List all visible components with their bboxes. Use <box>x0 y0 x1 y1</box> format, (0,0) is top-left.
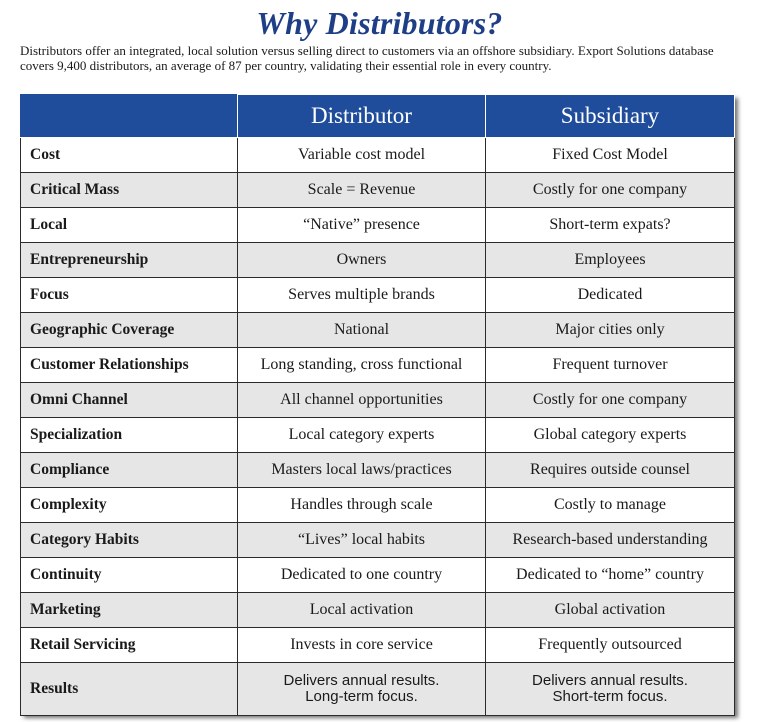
subsidiary-cell: Frequently outsourced <box>486 628 735 663</box>
distributor-results-line1: Delivers annual results. <box>283 672 440 689</box>
distributor-cell: Masters local laws/practices <box>238 453 486 488</box>
distributor-cell: Long standing, cross functional <box>238 348 486 383</box>
table-row <box>21 593 735 628</box>
header-subsidiary: Subsidiary <box>486 95 735 138</box>
row-label: Focus <box>21 278 238 313</box>
table-row <box>21 313 735 348</box>
row-label: Retail Servicing <box>21 628 238 663</box>
subsidiary-cell: Major cities only <box>486 313 735 348</box>
row-label: Category Habits <box>21 523 238 558</box>
row-label: Specialization <box>21 418 238 453</box>
subsidiary-cell: Dedicated <box>486 278 735 313</box>
row-label: Entrepreneurship <box>21 243 238 278</box>
table-row <box>21 278 735 313</box>
subsidiary-cell: Research-based understanding <box>486 523 735 558</box>
distributor-cell: Dedicated to one country <box>238 558 486 593</box>
row-label: Customer Relationships <box>21 348 238 383</box>
subsidiary-cell: Short-term expats? <box>486 208 735 243</box>
distributor-cell: Invests in core service <box>238 628 486 663</box>
subsidiary-cell: Costly for one company <box>486 383 735 418</box>
distributor-cell: Local category experts <box>238 418 486 453</box>
row-label: Results <box>21 663 238 716</box>
subsidiary-cell: Requires outside counsel <box>486 453 735 488</box>
table-row <box>21 243 735 278</box>
table-row-results <box>21 663 735 716</box>
row-label: Continuity <box>21 558 238 593</box>
header-distributor: Distributor <box>238 95 486 138</box>
table-row <box>21 453 735 488</box>
row-label: Cost <box>21 138 238 173</box>
row-label: Marketing <box>21 593 238 628</box>
distributor-cell: Handles through scale <box>238 488 486 523</box>
subsidiary-cell: Employees <box>486 243 735 278</box>
table-row <box>21 138 735 173</box>
table-row <box>21 418 735 453</box>
subsidiary-cell: Frequent turnover <box>486 348 735 383</box>
row-label: Geographic Coverage <box>21 313 238 348</box>
page-title: Why Distributors? <box>256 5 503 41</box>
comparison-table <box>20 94 735 716</box>
distributor-cell: “Lives” local habits <box>238 523 486 558</box>
distributor-cell: Variable cost model <box>238 138 486 173</box>
distributor-cell: Scale = Revenue <box>238 173 486 208</box>
subsidiary-cell: Global activation <box>486 593 735 628</box>
subsidiary-results-line1: Delivers annual results. <box>532 672 688 689</box>
comparison-table-container <box>20 94 734 714</box>
row-label: Critical Mass <box>21 173 238 208</box>
subsidiary-cell: Costly to manage <box>486 488 735 523</box>
intro-paragraph: Distributors offer an integrated, local solution versus selling direct to customers via an offshore subsidiary. Export Solutions database covers 9,400 distributors, an average of 87 per country, validating their essential role in every country. <box>20 43 714 73</box>
subsidiary-cell: Costly for one company <box>486 173 735 208</box>
row-label: Omni Channel <box>21 383 238 418</box>
distributor-cell: Serves multiple brands <box>238 278 486 313</box>
table-header-row <box>21 95 735 138</box>
table-row <box>21 523 735 558</box>
row-label: Local <box>21 208 238 243</box>
distributor-results-line2: Long-term focus. <box>305 688 418 705</box>
row-label: Compliance <box>21 453 238 488</box>
table-row <box>21 208 735 243</box>
table-row <box>21 628 735 663</box>
subsidiary-results-line2: Short-term focus. <box>552 688 668 705</box>
distributor-results-cell <box>238 663 486 716</box>
subsidiary-results-cell <box>486 663 735 716</box>
table-row <box>21 488 735 523</box>
table-row <box>21 348 735 383</box>
header-blank-cell <box>21 95 238 138</box>
table-row <box>21 558 735 593</box>
subsidiary-cell: Dedicated to “home” country <box>486 558 735 593</box>
row-label: Complexity <box>21 488 238 523</box>
subsidiary-cell: Fixed Cost Model <box>486 138 735 173</box>
distributor-cell: “Native” presence <box>238 208 486 243</box>
subsidiary-cell: Global category experts <box>486 418 735 453</box>
distributor-cell: All channel opportunities <box>238 383 486 418</box>
table-row <box>21 383 735 418</box>
distributor-cell: Owners <box>238 243 486 278</box>
distributor-cell: National <box>238 313 486 348</box>
distributor-cell: Local activation <box>238 593 486 628</box>
table-row <box>21 173 735 208</box>
